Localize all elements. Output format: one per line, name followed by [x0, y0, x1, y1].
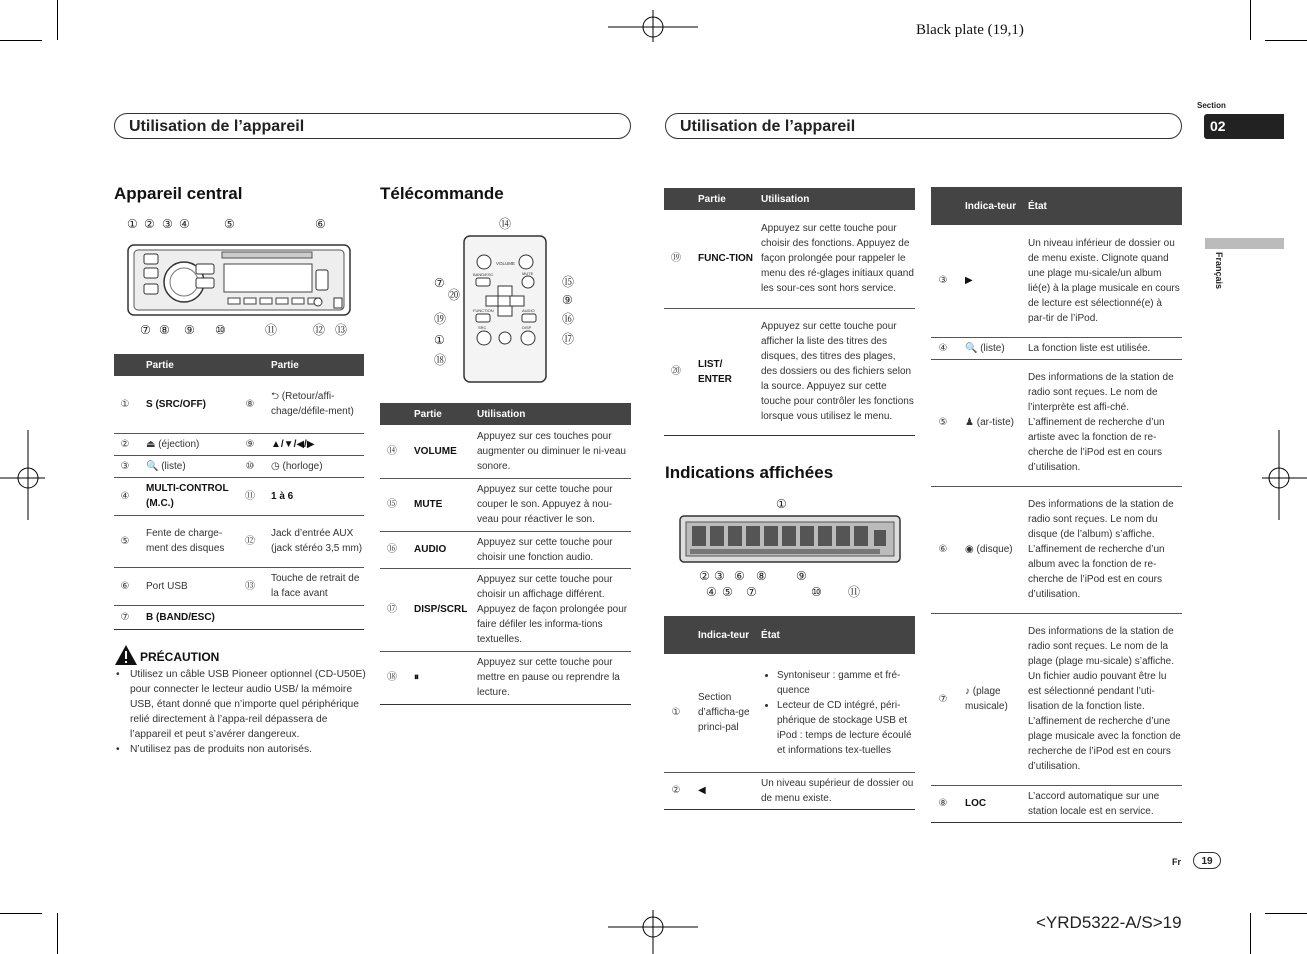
callout-9: ⑨ [562, 293, 573, 307]
section-label: Section [1197, 101, 1226, 110]
part-label: ⮌ (Retour/affi-chage/défile-ment) [261, 376, 364, 433]
callout-12: ⑫ [313, 323, 326, 337]
callout-3: ③ [714, 569, 725, 583]
page-number: 19 [1193, 852, 1221, 869]
callout-4: ④ [179, 217, 190, 231]
page-header-right: Utilisation de l’appareil [665, 113, 1182, 139]
remote-illustration [430, 214, 580, 386]
language-bar [1205, 238, 1284, 249]
head-unit-callouts-top [127, 217, 326, 231]
registration-mark [608, 10, 698, 42]
document-code: <YRD5322-A/S>19 [1036, 913, 1182, 932]
callout-10: ⑩ [811, 585, 822, 599]
callout-5: ⑤ [722, 585, 733, 599]
head-unit-table: Partie Partie ① S (SRC/OFF) ⑧ ⮌ (Retour/affi-chage/défile-ment) ② ⏏ (éjection) ⑨ ▲/▼/◀/▶ ③ 🔍 (liste) ⑩ ◷ (horloge) ④ MULTI-CONTROL (M.C.) ⑪ 1 à 6 ⑤ Fente de charge-ment des disques ⑫ Jack d’entrée AUX (jack stéréo 3,5 mm) ⑥ Port USB ⑬ Touche de retrait de la face avant ⑦ B (BAND/ESC) [114, 354, 364, 630]
crop-mark [57, 0, 58, 40]
head-unit-callouts-bottom [140, 323, 347, 337]
remote-table: Partie Utilisation ⑭ VOLUME Appuyez sur ces touches pour augmenter ou diminuer le ni-veau sonore. ⑮ MUTE Appuyez sur cette touche pour couper le son. Appuyez à nou-veau pour réactiver le son. ⑯ AUDIO Appuyez sur cette touche pour choisir une fonction audio. ⑰ DISP/SCRL Appuyez sur cette touche pour choisir un affichage différent. Appuyez de façon prolongée pour faire défiler les informa-tions textuelles. ⑱ ⏸ Appuyez sur cette touche pour mettre en pause ou reprendre la lecture. [380, 403, 631, 705]
callout-6: ⑥ [315, 217, 326, 231]
part-label: S (SRC/OFF) [136, 376, 239, 433]
plate-label: Black plate (19,1) [916, 22, 1024, 38]
callout-11: ⑪ [265, 323, 278, 337]
registration-mark [1262, 430, 1307, 520]
registration-mark [608, 910, 698, 954]
callout-1: ① [127, 217, 138, 231]
callout-6: ⑥ [734, 569, 745, 583]
caution-item: • Utilisez un câble USB Pioneer optionnel (CD-U50E) pour connecter le lecteur audio USB/ la mémoire USB, étant donné que n’importe quel périphérique relié directement à l’appa-reil dépassera de l’appareil et peut s’avérer dangereux. [114, 667, 366, 742]
indications-title: Indications affichées [665, 463, 834, 482]
head-unit-title: Appareil central [114, 184, 243, 203]
etat-item: • Syntoniseur : gamme et fré-quence [777, 668, 914, 698]
crop-mark [1265, 40, 1307, 41]
language-code: Fr [1172, 857, 1181, 867]
caution-title: PRÉCAUTION [140, 650, 220, 664]
crop-mark [0, 913, 42, 914]
callout-3: ③ [162, 217, 173, 231]
crop-mark [1250, 0, 1251, 40]
language-tab: Français [1214, 252, 1224, 290]
callout-18: ⑱ [434, 353, 447, 367]
usb-port [316, 270, 328, 290]
band-label: BAND/ESC [473, 272, 494, 277]
indications-table: Indica-teur État ① Section d’afficha-ge princi-pal • Syntoniseur : gamme et fré-quence • Lecteur de CD intégré, péri-phérique de stockage USB et iPod : temps de lecture écoulé et informations tex-tuelles ② ◀ Un niveau supérieur de dossier ou de menu existe. [664, 616, 915, 810]
callout-8: ⑧ [756, 569, 767, 583]
mute-label: MUTE [522, 271, 534, 276]
callout-13: ⑬ [335, 323, 348, 337]
col-header: Partie [261, 354, 364, 376]
callout-15: ⑮ [562, 275, 575, 289]
indicator-table: Indica-teur État ③ ▶ Un niveau inférieur de dossier ou de menu existe. Clignote quand une plage mu-sicale/un album lié(e) à la plage musicale en cours de lecture est sélectionné(e) à par-tir de l’iPod. ④ 🔍 (liste) La fonction liste est utilisée. ⑤ ♟ (ar-tiste) Des informations de la station de radio sont reçues. Le nom de l’interprète est affi-ché. L’affinement de recherche d’un artiste avec la fonction de re-cherche de l’iPod est en cours d’utilisation. ⑥ ◉ (disque) Des informations de la station de radio sont reçues. Le nom du disque (de l’album) s’affiche. L’affinement de recherche d’un album avec la fonction de re-cherche de l’iPod est en cours d’utilisation. ⑦ ♪ (plage musicale) Des informations de la station de radio sont reçues. Le nom de la plage (plage mu-sicale) s’affiche. Un fichier audio pouvant être lu est sélectionné pendant l’uti-lisation de la fonction liste. L’affinement de recherche d’une plage musicale avec la fonction de recherche de l’iPod est en cours d’utilisation. ⑧ LOC L’accord automatique sur une station locale est en service. [931, 187, 1182, 823]
callout-7: ⑦ [140, 323, 151, 337]
callout-9: ⑨ [184, 323, 195, 337]
registration-mark [0, 430, 45, 520]
remote-table-continued: Partie Utilisation ⑲ FUNC-TION Appuyez sur cette touche pour choisir des fonctions. Appuyez de façon prolongée pour rappeler le menu des ré-glages initiaux quand les sour-ces sont hors service. ⑳ LIST/ ENTER Appuyez sur cette touche pour afficher la liste des titres des disques, des titres des plages, des dossiers ou des fichiers selon la source. Appuyez sur cette touche pour contrôler les fonctions lorsque vous utilisez le menu. [664, 188, 915, 436]
callout-1: ① [434, 333, 445, 347]
col-header: Utilisation [760, 188, 915, 210]
callout-9: ⑨ [796, 569, 807, 583]
callout-2: ② [144, 217, 155, 231]
audio-label: AUDIO [522, 308, 535, 313]
callout-7: ⑦ [434, 276, 445, 290]
function-label: FUNCTION [473, 308, 494, 313]
section-number: 02 [1204, 114, 1284, 139]
callout-10: ⑩ [215, 323, 226, 337]
src-label: SRC [478, 325, 487, 330]
callout-17: ⑰ [562, 332, 575, 346]
etat-item: • Lecteur de CD intégré, péri-phérique de stockage USB et iPod : temps de lecture écoulé et informations tex-tuelles [777, 698, 914, 758]
disp-label: DISP [522, 325, 532, 330]
volume-label: VOLUME [496, 261, 516, 266]
crop-mark [57, 913, 58, 954]
callout-14: ⑭ [499, 217, 512, 231]
col-header: État [1027, 187, 1182, 225]
page-header-left: Utilisation de l’appareil [114, 113, 631, 139]
col-header: Indica-teur [688, 616, 760, 654]
callout-5: ⑤ [224, 217, 235, 231]
aux-jack [314, 298, 322, 306]
caution-item: • N’utilisez pas de produits non autorisés. [114, 742, 366, 757]
callout-4: ④ [706, 585, 717, 599]
callout-1: ① [776, 497, 787, 511]
callout-16: ⑯ [562, 312, 575, 326]
warning-icon [114, 644, 138, 666]
callout-19: ⑲ [434, 312, 447, 326]
crop-mark [0, 40, 42, 41]
callout-8: ⑧ [159, 323, 170, 337]
callout-2: ② [699, 569, 710, 583]
callout-7: ⑦ [746, 585, 757, 599]
crop-mark [1250, 913, 1251, 954]
head-unit-illustration [120, 212, 360, 340]
crop-mark [1265, 913, 1307, 914]
caution-list [114, 667, 366, 757]
col-header: Utilisation [476, 403, 631, 425]
col-header: Partie [688, 188, 760, 210]
col-header: État [760, 616, 915, 654]
display-illustration [676, 494, 904, 602]
col-header: Partie [404, 403, 476, 425]
callout-11: ⑪ [848, 585, 861, 599]
col-header: Partie [136, 354, 239, 376]
col-header: Indica-teur [955, 187, 1027, 225]
callout-20: ⑳ [448, 288, 461, 302]
remote-title: Télécommande [380, 184, 504, 203]
